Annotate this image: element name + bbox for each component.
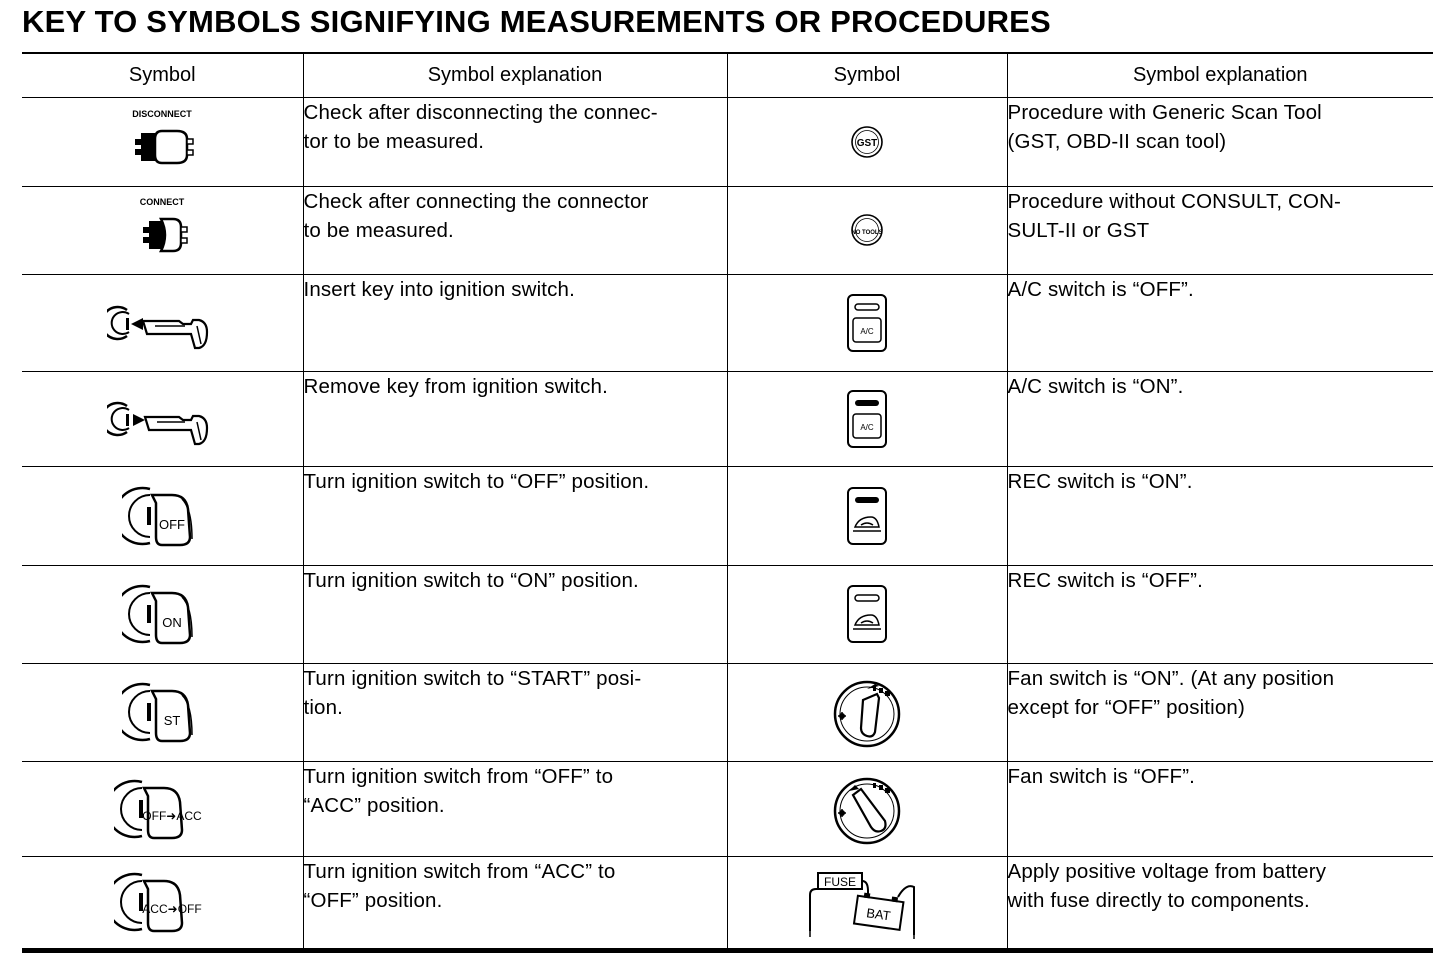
explanation-cell: Check after disconnecting the connec- tor to be measured. [303, 97, 727, 186]
symbol-cell [22, 274, 303, 371]
table-row [22, 274, 1433, 371]
table-row [22, 856, 1433, 950]
explanation-cell: A/C switch is “ON”. [1007, 371, 1433, 466]
symbol-cell [727, 97, 1007, 186]
battery-fuse-icon [802, 865, 932, 939]
ignition-off-to-acc-icon [114, 772, 210, 846]
symbol-cell [727, 856, 1007, 950]
svg-text:ST: ST [163, 713, 181, 728]
no-tools-icon [845, 208, 889, 252]
svg-text:DISCONNECT: DISCONNECT [132, 108, 193, 119]
ignition-off-icon [122, 479, 202, 553]
symbols-table [22, 52, 1433, 953]
symbol-cell [727, 761, 1007, 856]
table-row [22, 97, 1433, 186]
symbol-cell [22, 565, 303, 663]
explanation-cell: Insert key into ignition switch. [303, 274, 727, 371]
disconnect-connector-icon [117, 107, 207, 177]
table-row [22, 663, 1433, 761]
symbol-cell [22, 186, 303, 274]
rec-switch-on-icon [845, 485, 889, 547]
ignition-start-icon [122, 675, 202, 749]
table-row [22, 466, 1433, 565]
svg-text:NO TOOLS: NO TOOLS [851, 230, 883, 236]
ac-switch-off-icon [845, 292, 889, 354]
svg-text:ON: ON [162, 615, 182, 630]
explanation-cell: Fan switch is “OFF”. [1007, 761, 1433, 856]
explanation-cell: Fan switch is “ON”. (At any position except for “OFF” position) [1007, 663, 1433, 761]
explanation-cell: Turn ignition switch to “OFF” position. [303, 466, 727, 565]
svg-text:A/C: A/C [860, 326, 874, 336]
rec-switch-off-icon [845, 583, 889, 645]
explanation-cell: REC switch is “ON”. [1007, 466, 1433, 565]
symbol-cell [727, 663, 1007, 761]
symbol-cell [727, 371, 1007, 466]
column-header-explanation: Symbol explanation [1007, 53, 1433, 97]
table-row [22, 186, 1433, 274]
svg-text:OFF➜ACC: OFF➜ACC [142, 808, 202, 823]
symbol-cell [22, 761, 303, 856]
svg-text:OFF: OFF [159, 516, 186, 532]
column-header-explanation: Symbol explanation [303, 53, 727, 97]
fan-switch-on-icon [827, 672, 907, 752]
symbol-cell [22, 371, 303, 466]
ignition-acc-to-off-icon [114, 865, 210, 939]
symbol-cell [727, 565, 1007, 663]
table-header-row [22, 53, 1433, 97]
table-row [22, 565, 1433, 663]
explanation-cell: Turn ignition switch to “START” posi- tion. [303, 663, 727, 761]
explanation-cell: Turn ignition switch from “ACC” to “OFF” position. [303, 856, 727, 950]
table-row [22, 371, 1433, 466]
symbol-cell [727, 274, 1007, 371]
fan-switch-off-icon [827, 769, 907, 849]
column-header-symbol: Symbol [22, 53, 303, 97]
symbol-cell [22, 856, 303, 950]
remove-key-icon [107, 384, 217, 454]
symbol-cell [727, 186, 1007, 274]
explanation-cell: Check after connecting the connector to be measured. [303, 186, 727, 274]
explanation-cell: Apply positive voltage from battery with fuse directly to components. [1007, 856, 1433, 950]
svg-text:ACC➜OFF: ACC➜OFF [142, 902, 202, 916]
ignition-on-icon [122, 577, 202, 651]
symbol-cell [22, 97, 303, 186]
explanation-cell: Procedure without CONSULT, CON- SULT-II or GST [1007, 186, 1433, 274]
ac-switch-on-icon [845, 388, 889, 450]
symbol-cell [22, 466, 303, 565]
symbol-cell [727, 466, 1007, 565]
explanation-cell: Procedure with Generic Scan Tool (GST, OBD-II scan tool) [1007, 97, 1433, 186]
explanation-cell: Turn ignition switch from “OFF” to “ACC” position. [303, 761, 727, 856]
page-title: KEY TO SYMBOLS SIGNIFYING MEASUREMENTS OR PROCEDURES [22, 4, 1051, 39]
gst-icon [845, 120, 889, 164]
svg-text:GST: GST [856, 137, 878, 149]
explanation-cell: REC switch is “OFF”. [1007, 565, 1433, 663]
connect-connector-icon [117, 195, 207, 265]
explanation-cell: A/C switch is “OFF”. [1007, 274, 1433, 371]
explanation-cell: Turn ignition switch to “ON” position. [303, 565, 727, 663]
svg-text:CONNECT: CONNECT [140, 197, 185, 207]
insert-key-icon [107, 288, 217, 358]
svg-text:A/C: A/C [860, 422, 874, 432]
svg-text:BAT: BAT [865, 905, 892, 924]
svg-text:FUSE: FUSE [823, 875, 857, 889]
explanation-cell: Remove key from ignition switch. [303, 371, 727, 466]
column-header-symbol: Symbol [727, 53, 1007, 97]
table-row [22, 761, 1433, 856]
symbol-cell [22, 663, 303, 761]
